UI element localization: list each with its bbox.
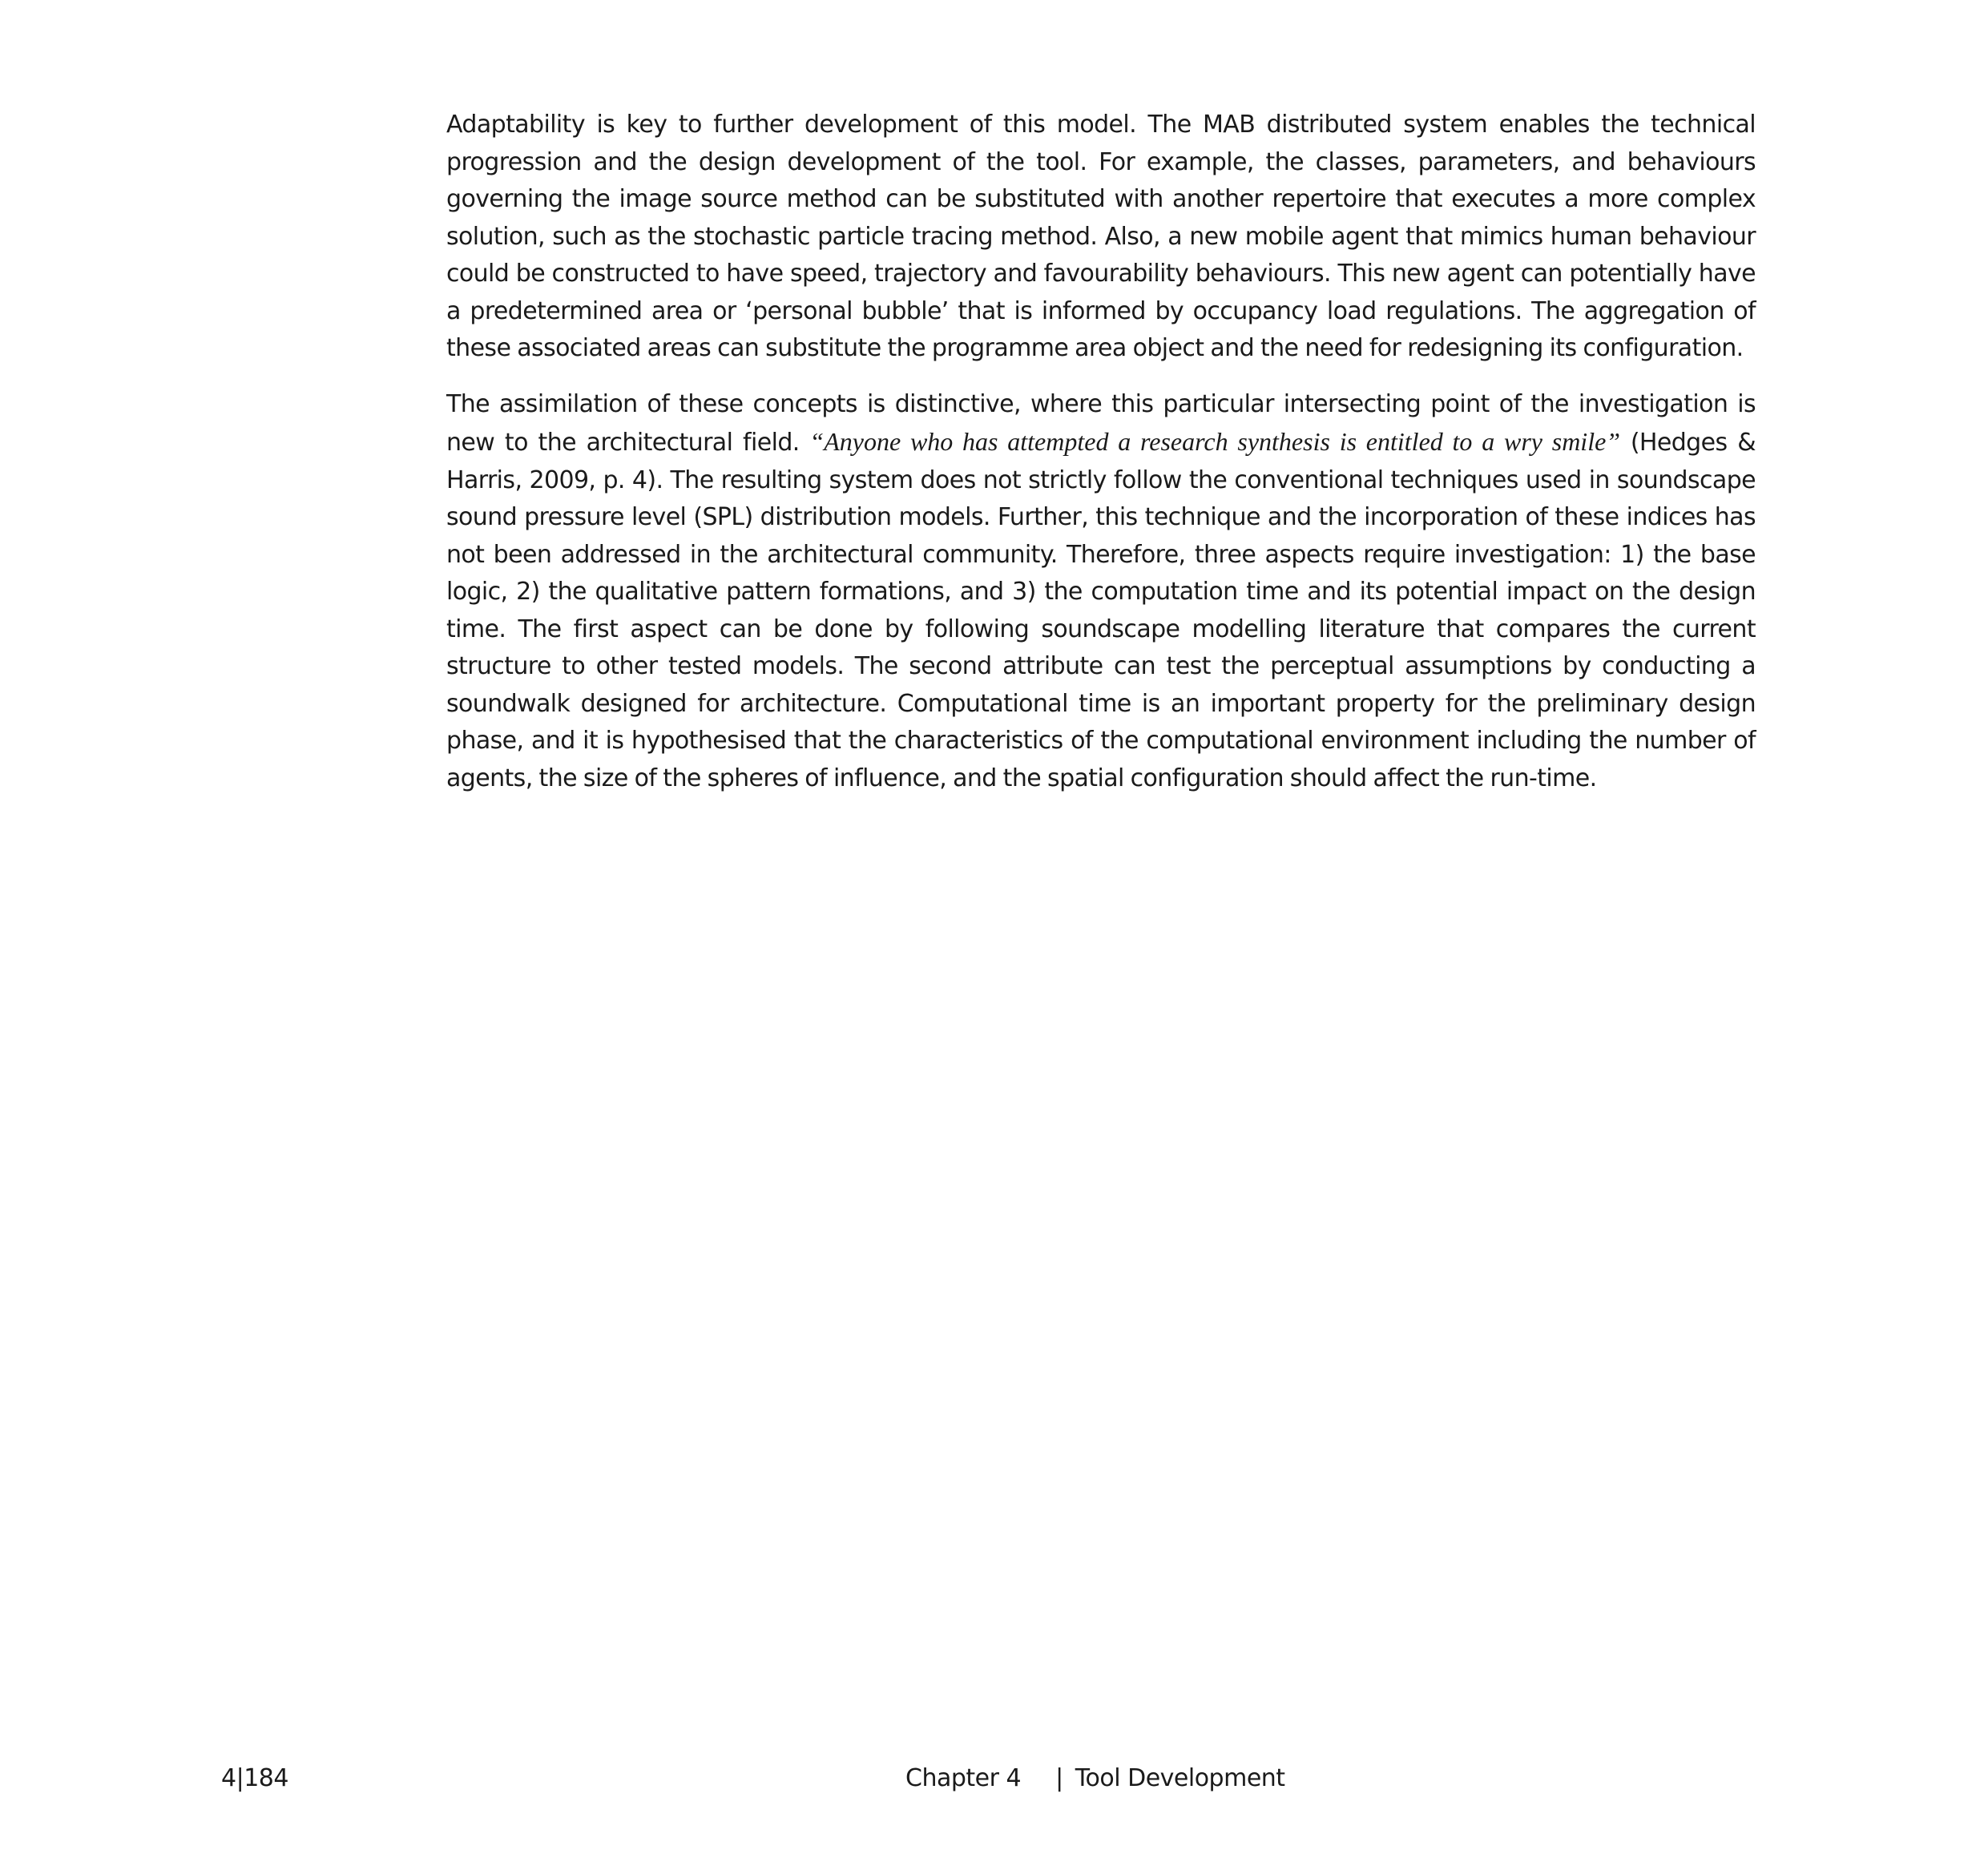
body-text <box>446 107 1756 816</box>
paragraph-adaptability <box>446 107 1756 368</box>
page-number: 4|184 <box>221 1764 288 1792</box>
paragraph-text-after-quote: (Hedges & Harris, 2009, p. 4). The resulting system does not strictly follow the conventional techniques used in soundscape sound pressure level (SPL) distribution models. Further, this technique and the incorporation of these indices has not been addressed in the architectural community. Therefore, three aspects require investigation: 1) the base logic, 2) the qualitative pattern formations, and 3) the computation time and its potential impact on the design time. The first aspect can be done by following soundscape modelling literature that compares the current structure to other tested models. The second attribute can test the perceptual assumptions by conducting a soundwalk designed for architecture. Computational time is an important property for the preliminary design phase, and it is hypothesised that the characteristics of the computational environment including the number of agents, the size of the spheres of influence, and the spatial configuration should affect the run-time. <box>446 429 1756 792</box>
footer-separator: | <box>1055 1764 1063 1792</box>
paragraph-text-before-quote: The assimilation of these concepts is distinctive, where this particular intersecting point of the investigation is new to the architectural field. <box>446 389 1756 457</box>
chapter-footer <box>905 1763 1285 1795</box>
italic-quote: “Anyone who has attempted a research synthesis is entitled to a wry smile” <box>809 427 1621 456</box>
paragraph-assimilation <box>446 386 1756 798</box>
paragraph-text: Adaptability is key to further development of this model. The MAB distributed system enables the technical progression and the design development of the tool. For example, the classes, parameters, and behaviours governing the image source method can be substituted with another repertoire that executes a more complex solution, such as the stochastic particle tracing method. Also, a new mobile agent that mimics human behaviour could be constructed to have speed, trajectory and favourability behaviours. This new agent can potentially have a predetermined area or ‘personal bubble’ that is informed by occupancy load regulations. The aggregation of these associated areas can substitute the programme area object and the need for redesigning its configuration. <box>446 111 1756 362</box>
section-title: Tool Development <box>1075 1764 1285 1792</box>
chapter-label: Chapter 4 <box>905 1764 1022 1792</box>
